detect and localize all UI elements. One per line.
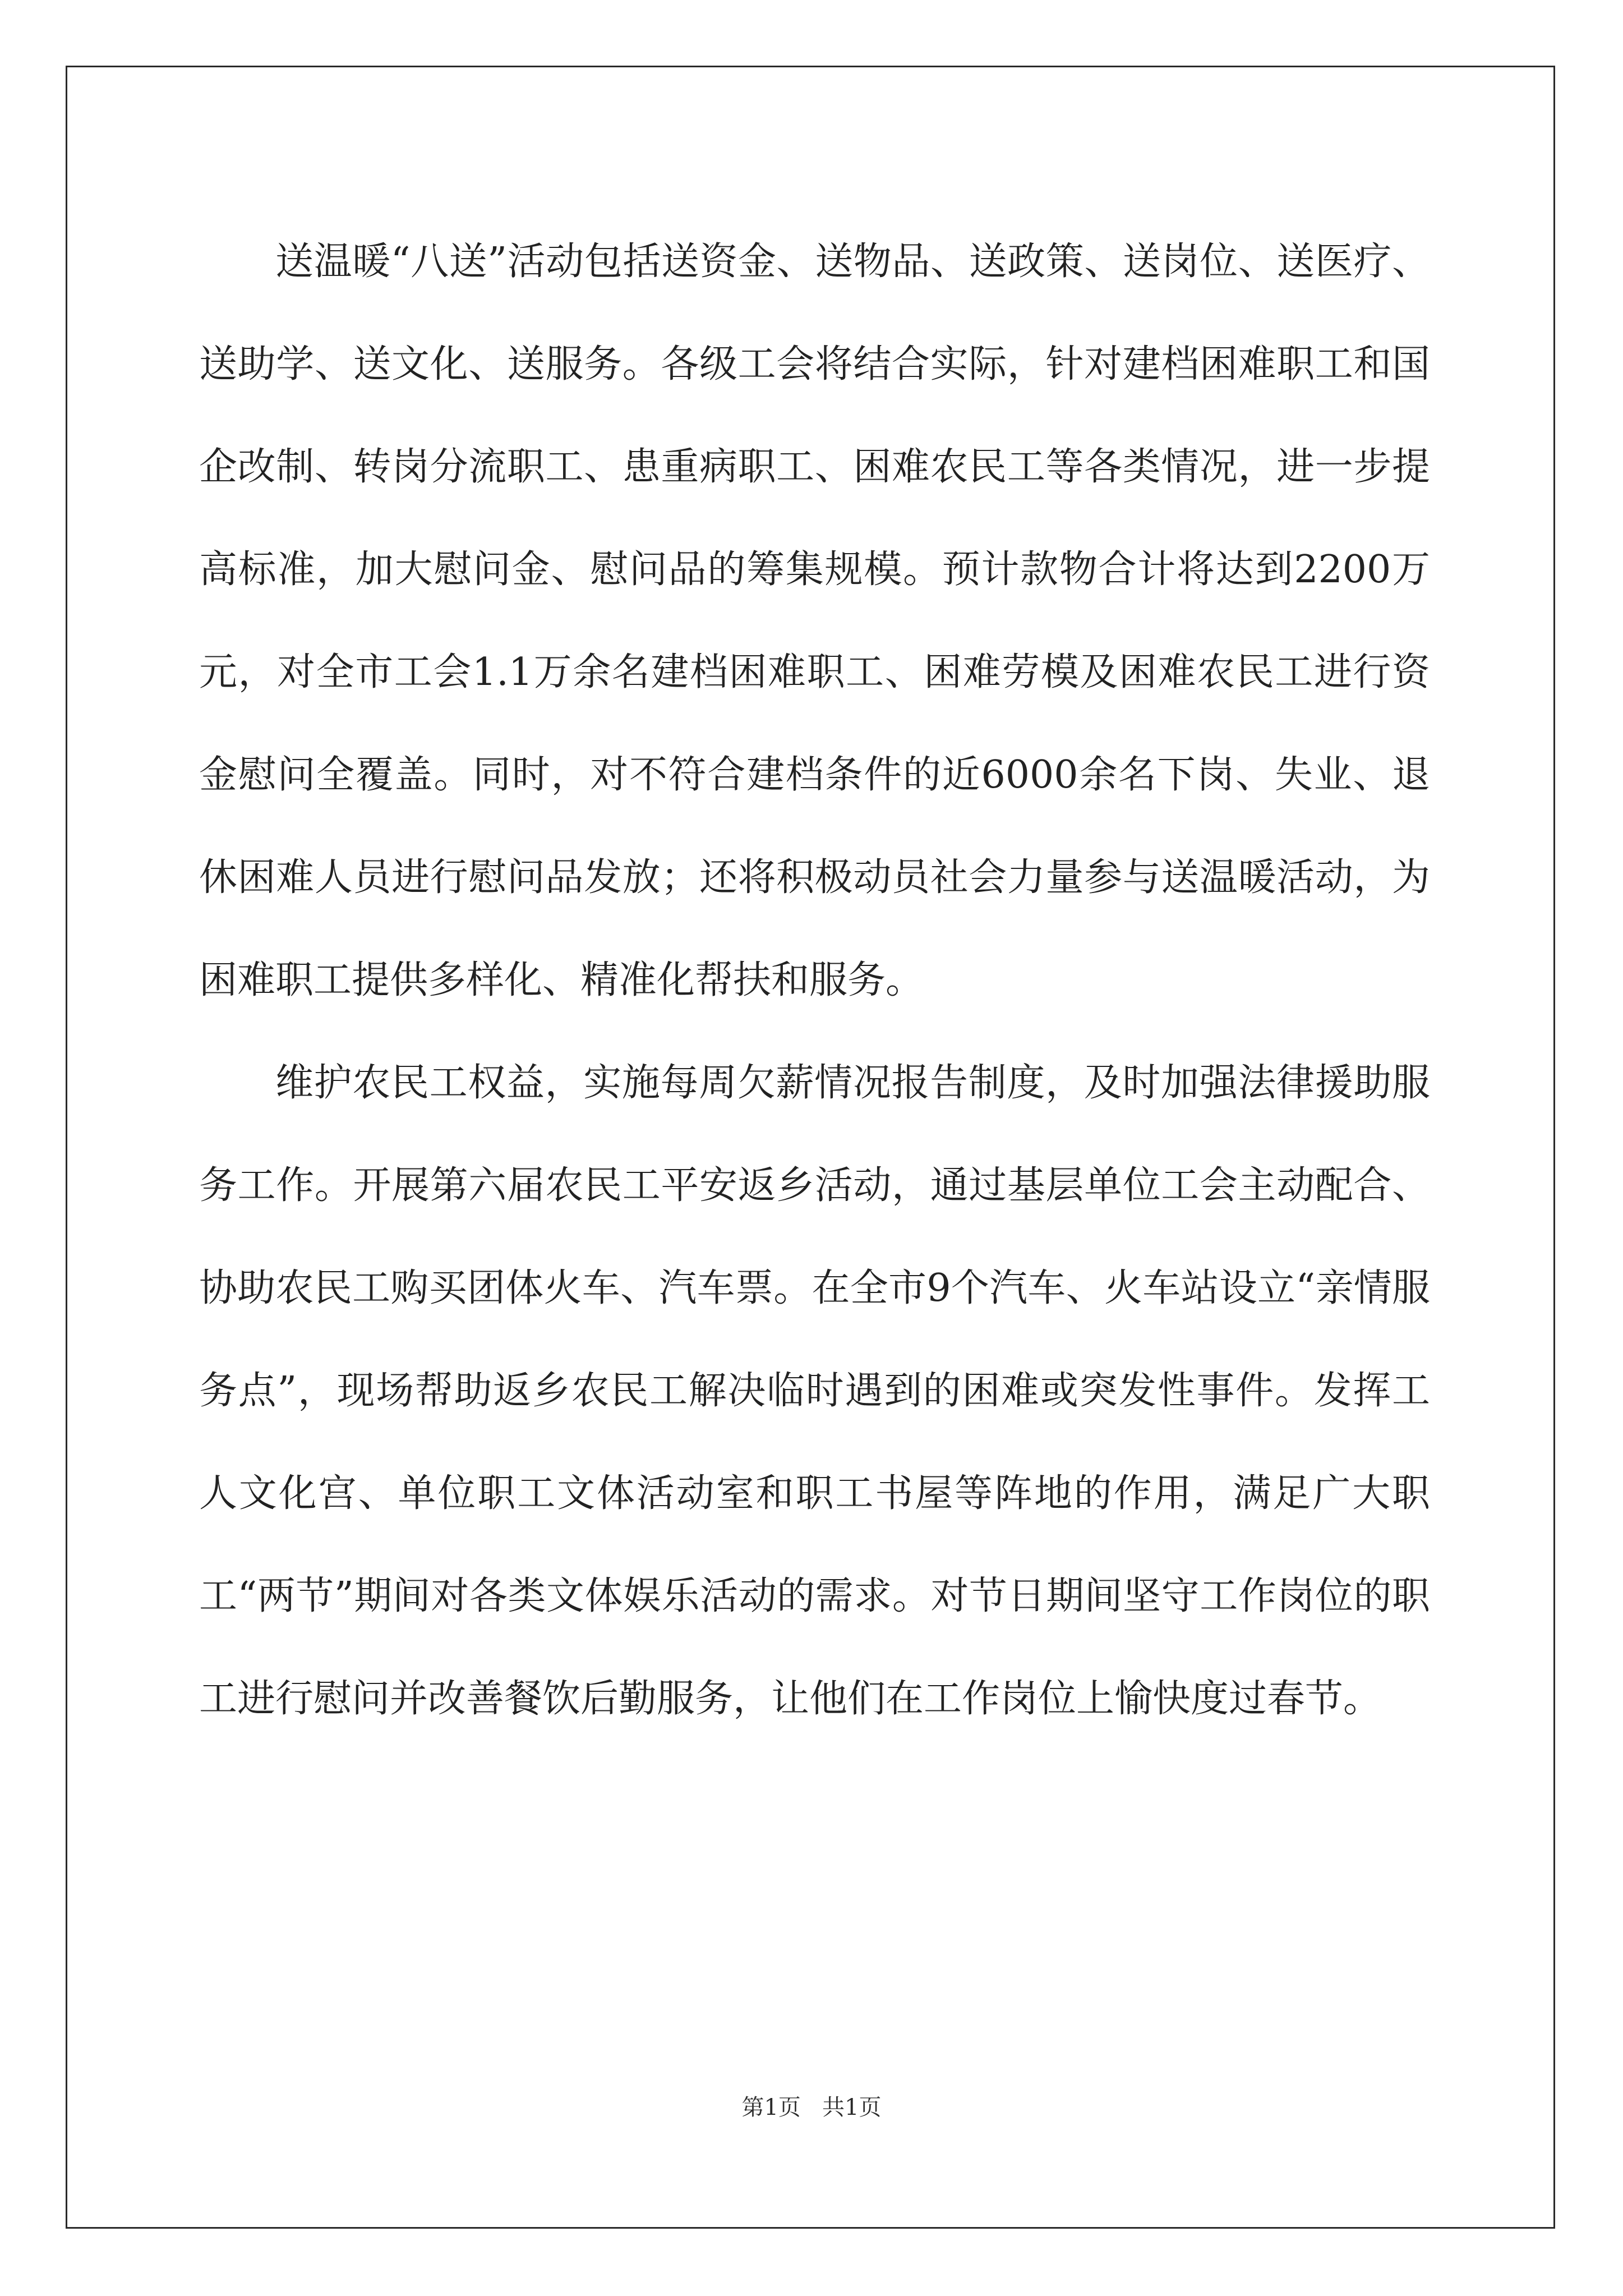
paragraph-2: 维护农民工权益，实施每周欠薪情况报告制度，及时加强法律援助服务工作。开展第六届农民工平安返乡活动，通过基层单位工会主动配合、协助农民工购买团体火车、汽车票。在全市9个汽车、火车站设立“亲情服务点”，现场帮助返乡农民工解决临时遇到的困难或突发性事件。发挥工人文化宫、单位职工文体活动室和职工书屋等阵地的作用，满足广大职工“两节”期间对各类文体娱乐活动的需求。对节日期间坚守工作岗位的职工进行慰问并改善餐饮后勤服务，让他们在工作岗位上愉快度过春节。 (199, 1061, 1430, 1721)
page-number-footer: 第1页 共1页 (741, 2095, 882, 2120)
document-body (199, 210, 1430, 1750)
paragraph-1: 送温暖“八送”活动包括送资金、送物品、送政策、送岗位、送医疗、送助学、送文化、送服务。各级工会将结合实际，针对建档困难职工和国企改制、转岗分流职工、患重病职工、困难农民工等各类情况，进一步提高标准，加大慰问金、慰问品的筹集规模。预计款物合计将达到2200万元，对全市工会1.1万余名建档困难职工、困难劳模及困难农民工进行资金慰问全覆盖。同时，对不符合建档条件的近6000余名下岗、失业、退休困难人员进行慰问品发放；还将积极动员社会力量参与送温暖活动，为困难职工提供多样化、精准化帮扶和服务。 (199, 240, 1430, 1002)
